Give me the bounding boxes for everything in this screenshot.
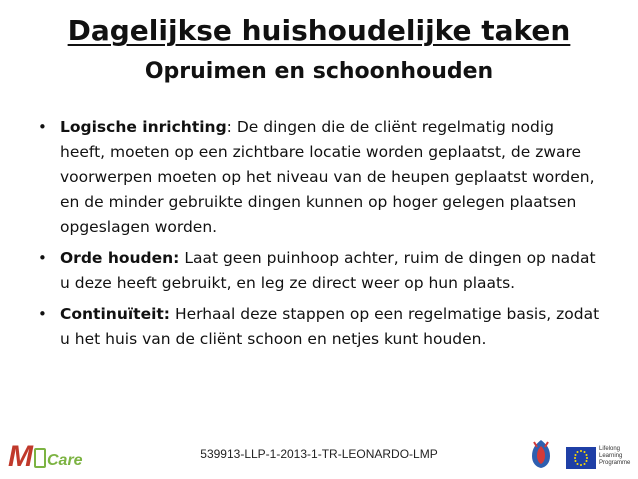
- bullet-dot-icon: •: [38, 249, 47, 267]
- eu-flag-icon: [566, 447, 596, 469]
- bullet-dot-icon: •: [38, 305, 47, 323]
- bullet-item-logical-arrangement: [38, 115, 604, 240]
- bullet-text: Laat geen puinhoop achter, ruim de dingen op nadat u deze heeft gebruikt, en leg ze direct weer op hun plaats.: [60, 249, 596, 292]
- eu-text-line: Programme: [599, 460, 631, 466]
- eu-text-line: Lifelong: [599, 446, 621, 452]
- bullet-label-suffix: :: [226, 118, 232, 136]
- project-code: 539913-LLP-1-2013-1-TR-LEONARDO-LMP: [200, 447, 438, 461]
- slide-subtitle: Opruimen en schoonhouden: [144, 59, 494, 84]
- bullet-label: Continuïteit:: [60, 305, 171, 323]
- eu-text-line: Learning: [599, 453, 623, 459]
- bullet-item-continuity: [38, 302, 604, 352]
- bullet-label: Logische inrichting: [60, 118, 227, 136]
- logo-word: Care: [47, 452, 83, 469]
- university-emblem-icon: [528, 438, 554, 470]
- bullet-text: De dingen die de cliënt regelmatig nodig heeft, moeten op een zichtbare locatie worden geplaatst, de zware voorwerpen moeten op het niveau van de heupen geplaatst worden, en de minder gebruikte dingen kunnen op hoger gelegen plaatsen opgeslagen worden.: [60, 118, 595, 236]
- bullet-item-keep-order: [38, 246, 604, 296]
- bullet-dot-icon: •: [38, 118, 47, 136]
- bullet-text: Herhaal deze stappen op een regelmatige basis, zodat u het huis van de cliënt schoon en netjes kunt houden.: [60, 305, 600, 348]
- eu-programme-label: [599, 446, 637, 467]
- logo-letter: M: [8, 440, 33, 473]
- bullet-list: [38, 115, 604, 358]
- slide-title: Dagelijkse huishoudelijke taken: [67, 14, 571, 47]
- bullet-label: Orde houden:: [60, 249, 180, 267]
